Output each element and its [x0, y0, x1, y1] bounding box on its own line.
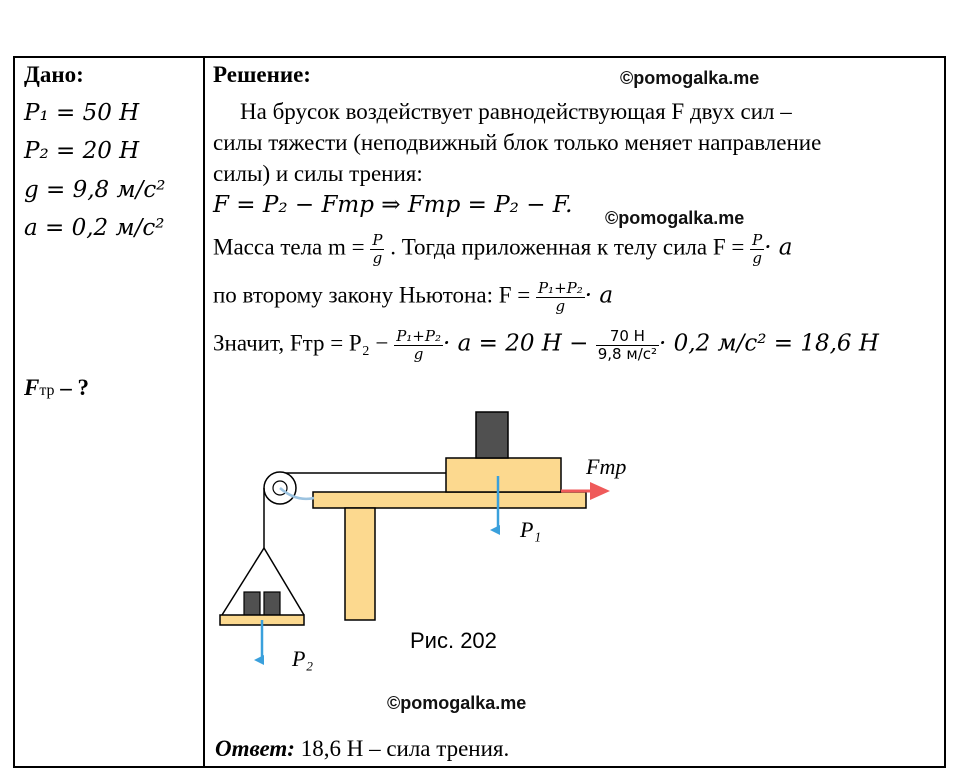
- given-a: a = 0,2 м/с²: [24, 215, 165, 241]
- given-p2: P₂ = 20 H: [24, 138, 140, 164]
- answer-label: Ответ:: [215, 736, 295, 761]
- solution-title: Решение:: [213, 62, 311, 87]
- given-g: g = 9,8 м/с²: [24, 177, 166, 203]
- line5-part-c: · a: [764, 234, 793, 261]
- fraction-sum-over-g-2: $\frac{\text{P₁+P₂}}{g}$: [396, 327, 441, 363]
- line7-part-b: · a = 20 Н −: [442, 330, 596, 357]
- line7-part-a: Значит, Fтр = P₂ −: [213, 330, 395, 356]
- line6-part-a: по второму закону Ньютона: F =: [213, 282, 536, 308]
- solution-line-5: [213, 232, 793, 266]
- p1-label: P₁: [520, 517, 542, 542]
- table-top: [313, 492, 586, 508]
- solution-line-1: На брусок воздействует равнодействующая F двух сил –: [240, 99, 792, 124]
- line7-part-c: · 0,2 м/с² = 18,6 Н: [659, 330, 879, 357]
- answer-text: 18,6 Н – сила трения.: [294, 736, 510, 761]
- solution-line-3: силы) и силы трения:: [213, 161, 423, 186]
- solution-line-6: [213, 280, 613, 314]
- solution-line-7: [213, 328, 879, 362]
- hanging-weight-right: [264, 592, 280, 616]
- given-p1: P₁ = 50 H: [24, 100, 140, 126]
- fraction-p-over-g: $\frac{P}{g}$: [372, 231, 383, 267]
- figure-caption: Рис. 202: [410, 628, 497, 653]
- friction-label: Fmp: [586, 454, 627, 479]
- find-label: [24, 375, 89, 401]
- solution-line-2: силы тяжести (неподвижный блок только меняет направление: [213, 130, 822, 155]
- find-subscript: тр: [39, 382, 55, 399]
- given-title: Дано:: [24, 62, 84, 87]
- watermark-bottom: ©pomogalka.me: [387, 693, 527, 713]
- line5-part-b: . Тогда приложенная к телу сила F =: [384, 234, 751, 260]
- answer-line: [215, 736, 509, 762]
- fraction-numeric: $\frac{70 Н}{\text{9,8 м/с²}}$: [597, 327, 658, 363]
- friction-arrow-head: [590, 482, 610, 500]
- find-symbol: F: [24, 375, 40, 400]
- hanging-weight-left: [244, 592, 260, 616]
- line6-part-c: · a: [584, 282, 614, 309]
- watermark-middle: ©pomogalka.me: [605, 208, 745, 228]
- wooden-block: [446, 458, 561, 492]
- line5-part-a: Масса тела m =: [213, 234, 371, 260]
- fraction-p-over-g-2: $\frac{P}{g}$: [752, 231, 763, 267]
- p2-label: P₂: [292, 646, 314, 671]
- find-suffix: – ?: [54, 375, 90, 400]
- weight-on-block: [476, 412, 508, 458]
- watermark-top: ©pomogalka.me: [620, 68, 760, 88]
- solution-line-4: F = P₂ − Fтр ⇒ Fтр = P₂ − F.: [213, 192, 573, 218]
- fraction-sum-over-g: $\frac{\text{P₁+P₂}}{g}$: [537, 279, 583, 315]
- table-leg: [345, 508, 375, 620]
